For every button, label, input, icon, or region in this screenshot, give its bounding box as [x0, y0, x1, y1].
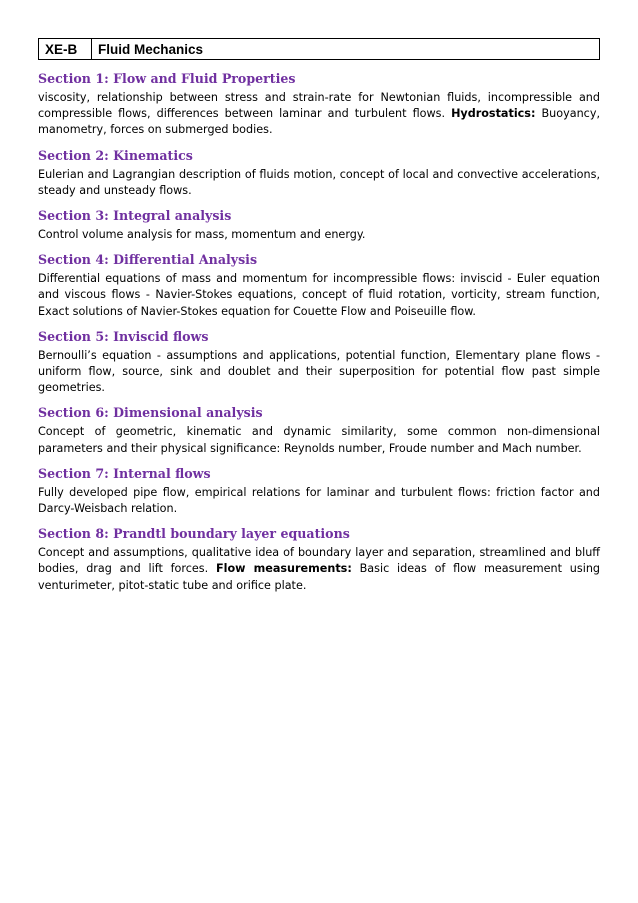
section-body [38, 545, 600, 594]
section-title: Section 2: Kinematics [38, 147, 193, 163]
section-text: viscosity, relationship between stress and strain-rate for Newtonian fluids, incompressible and compressible flows, differences between laminar and turbulent flows. [38, 91, 600, 121]
section-4 [38, 251, 600, 320]
section-text-after: Basic ideas of flow measurement using venturimeter, pitot-static tube and orifice plate. [38, 562, 601, 592]
section-5 [38, 328, 600, 397]
section-title: Section 3: Integral analysis [38, 208, 232, 224]
section-title: Section 7: Internal flows [38, 465, 211, 481]
section-body: Bernoulli’s equation - assumptions and applications, potential function, Elementary plane flows - uniform flow, source, sink and doublet and their superposition for potential flow past simple geometries. [38, 348, 600, 395]
section-body: Differential equations of mass and momentum for incompressible flows: inviscid - Euler equation and viscous flows - Navier-Stokes equations, concept of fluid rotation, vorticity, stream function, Exact solutions of Navier-Stokes equation for Couette Flow and Poiseuille flow. [38, 272, 600, 318]
section-body [38, 90, 600, 139]
section-3 [38, 207, 600, 243]
section-title: Section 1: Flow and Fluid Properties [38, 71, 296, 86]
section-title: Section 5: Inviscid flows [38, 328, 209, 344]
section-8 [38, 525, 600, 594]
section-bold-term: Flow measurements: [215, 562, 352, 576]
section-body: Control volume analysis for mass, momentum and energy. [38, 228, 366, 242]
section-text: Concept and assumptions, qualitative idea of boundary layer and separation, streamlined and bluff bodies, drag and lift forces. [38, 546, 600, 576]
section-body: Concept of geometric, kinematic and dynamic similarity, some common non-dimensional parameters and their physical significance: Reynolds number, Froude number and Mach number. [38, 425, 600, 455]
section-6 [38, 404, 600, 456]
syllabus-page [38, 38, 600, 602]
paper-subject: Fluid Mechanics [92, 39, 600, 60]
section-2 [38, 147, 600, 199]
section-bold-term: Hydrostatics: [451, 107, 536, 121]
section-7 [38, 465, 600, 517]
section-body: Eulerian and Lagrangian description of fluids motion, concept of local and convective accelerations, steady and unsteady flows. [38, 167, 600, 197]
section-body: Fully developed pipe flow, empirical relations for laminar and turbulent flows: friction factor and Darcy-Weisbach relation. [38, 485, 600, 516]
section-1 [38, 70, 600, 139]
paper-code: XE-B [39, 39, 92, 60]
section-title: Section 6: Dimensional analysis [38, 405, 263, 421]
section-title: Section 8: Prandtl boundary layer equations [38, 526, 350, 542]
header-table [38, 38, 600, 60]
section-title: Section 4: Differential Analysis [38, 252, 258, 268]
section-text-after: Buoyancy, manometry, forces on submerged bodies. [38, 107, 600, 137]
